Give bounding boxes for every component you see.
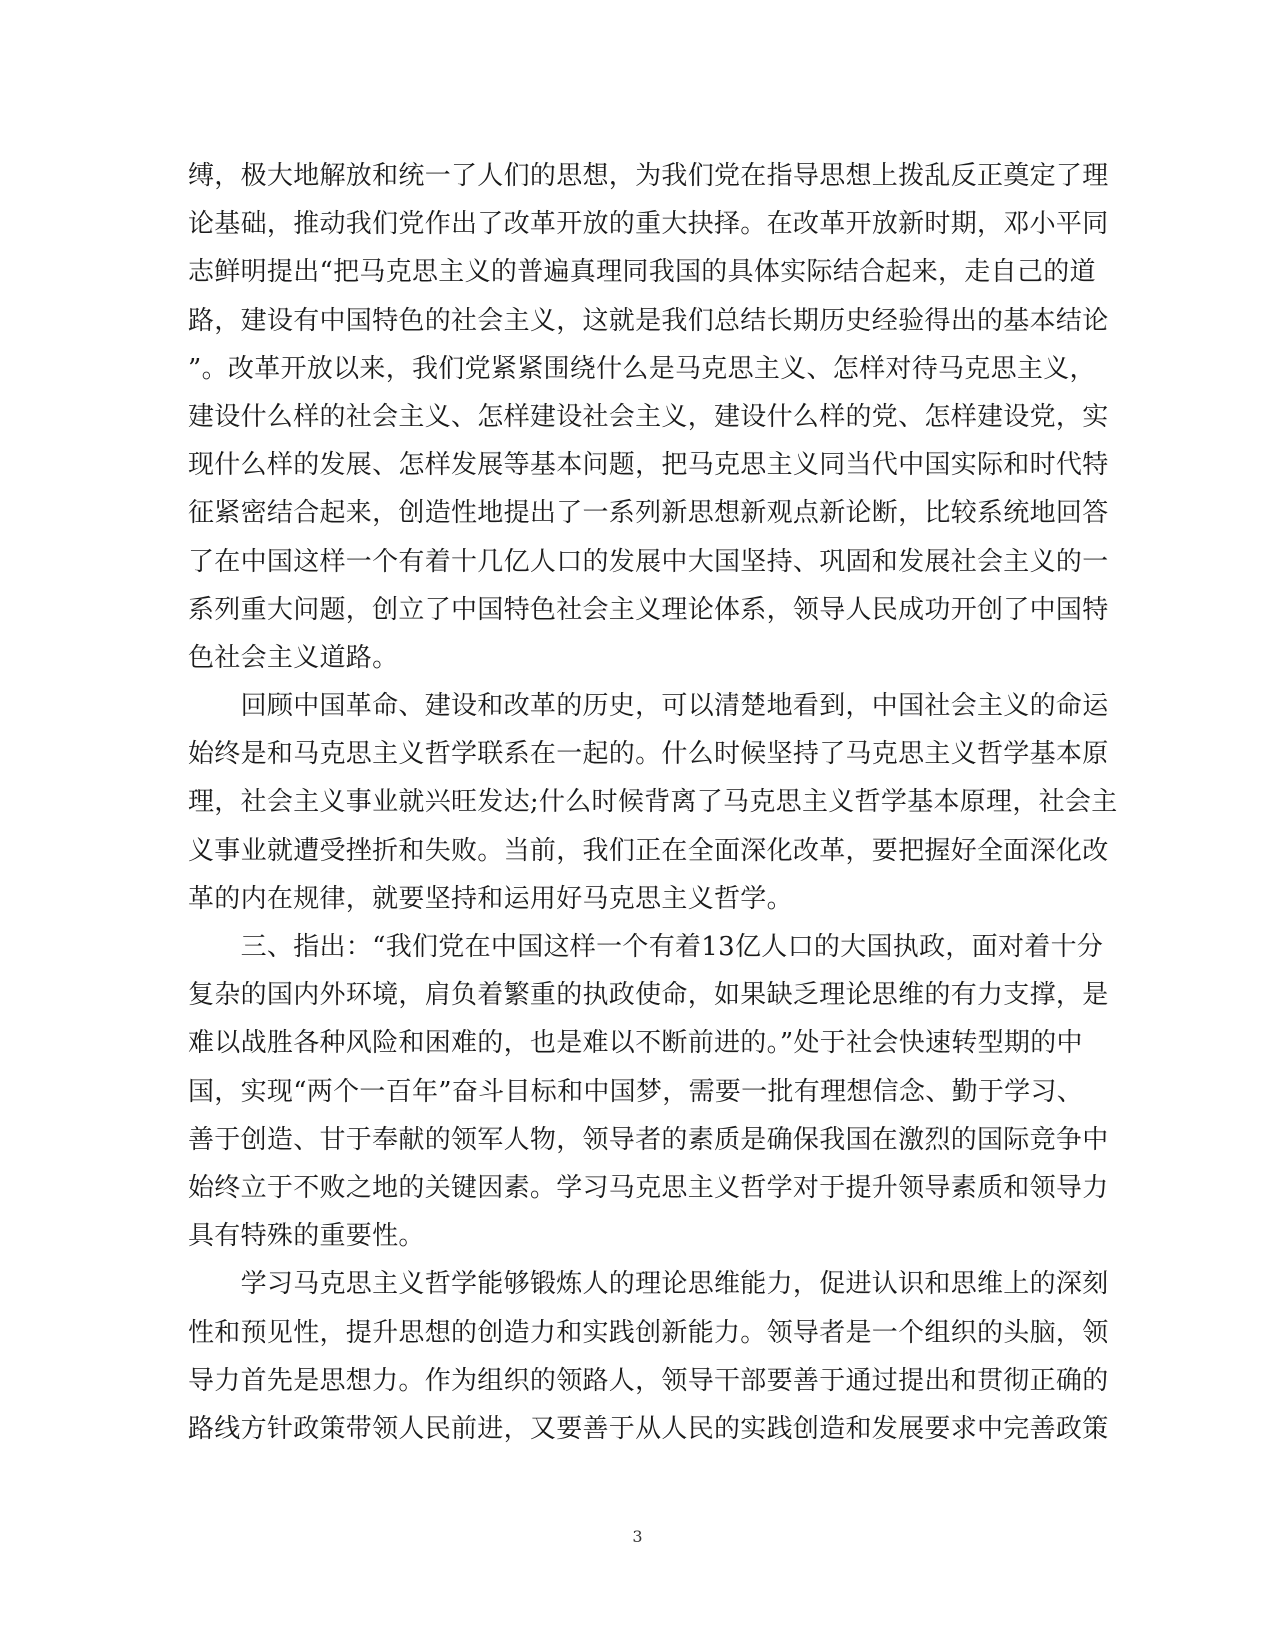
text-line: 回顾中国革命、建设和改革的历史，可以清楚地看到，中国社会主义的命运 xyxy=(188,691,1109,722)
text-line: 学习马克思主义哲学能够锻炼人的理论思维能力，促进认识和思维上的深刻 xyxy=(188,1269,1109,1300)
text-line: 征紧密结合起来，创造性地提出了一系列新思想新观点新论断，比较系统地回答 xyxy=(188,498,1109,529)
text-line: 论基础，推动我们党作出了改革开放的重大抉择。在改革开放新时期，邓小平同 xyxy=(188,209,1109,240)
text-line: 导力首先是思想力。作为组织的领路人，领导干部要善于通过提出和贯彻正确的 xyxy=(188,1365,1109,1396)
text-line: 难以战胜各种风险和困难的，也是难以不断前进的。”处于社会快速转型期的中 xyxy=(188,1028,1083,1059)
text-line: 建设什么样的社会主义、怎样建设社会主义，建设什么样的党、怎样建设党，实 xyxy=(188,401,1109,432)
text-line: 路线方针政策带领人民前进，又要善于从人民的实践创造和发展要求中完善政策 xyxy=(188,1413,1109,1444)
text-line: 三、指出：“我们党在中国这样一个有着13亿人口的大国执政，面对着十分 xyxy=(188,932,1104,962)
text-line: 始终立于不败之地的关键因素。学习马克思主义哲学对于提升领导素质和领导力 xyxy=(188,1172,1109,1203)
text-line: 革的内在规律，就要坚持和运用好马克思主义哲学。 xyxy=(188,883,793,914)
text-line: 现什么样的发展、怎样发展等基本问题，把马克思主义同当代中国实际和时代特 xyxy=(188,450,1109,481)
text-line: 路，建设有中国特色的社会主义，这就是我们总结长期历史经验得出的基本结论 xyxy=(188,305,1109,336)
text-line: 具有特殊的重要性。 xyxy=(188,1221,425,1252)
text-line: 志鲜明提出“把马克思主义的普遍真理同我国的具体实际结合起来，走自己的道 xyxy=(188,257,1096,288)
text-line: 复杂的国内外环境，肩负着繁重的执政使命，如果缺乏理论思维的有力支撑，是 xyxy=(188,980,1109,1011)
text-line: 系列重大问题，创立了中国特色社会主义理论体系，领导人民成功开创了中国特 xyxy=(188,594,1109,625)
text-line: 善于创造、甘于奉献的领军人物，领导者的素质是确保我国在激烈的国际竞争中 xyxy=(188,1124,1109,1155)
text-line: 义事业就遭受挫折和失败。当前，我们正在全面深化改革，要把握好全面深化改 xyxy=(188,835,1109,866)
text-line: 理，社会主义事业就兴旺发达;什么时候背离了马克思主义哲学基本原理，社会主 xyxy=(188,787,1118,818)
body-text xyxy=(188,152,1118,1453)
page-number: 3 xyxy=(632,1527,643,1546)
text-line: 了在中国这样一个有着十几亿人口的发展中大国坚持、巩固和发展社会主义的一 xyxy=(188,546,1109,577)
text-line: 色社会主义道路。 xyxy=(188,642,399,673)
text-line: ”。改革开放以来，我们党紧紧围绕什么是马克思主义、怎样对待马克思主义， xyxy=(188,353,1096,384)
text-line: 缚，极大地解放和统一了人们的思想，为我们党在指导思想上拨乱反正奠定了理 xyxy=(188,161,1109,191)
text-line: 国，实现“两个一百年”奋斗目标和中国梦，需要一批有理想信念、勤于学习、 xyxy=(188,1076,1084,1107)
text-line: 性和预见性，提升思想的创造力和实践创新能力。领导者是一个组织的头脑，领 xyxy=(188,1317,1109,1348)
text-line: 始终是和马克思主义哲学联系在一起的。什么时候坚持了马克思主义哲学基本原 xyxy=(188,739,1109,770)
